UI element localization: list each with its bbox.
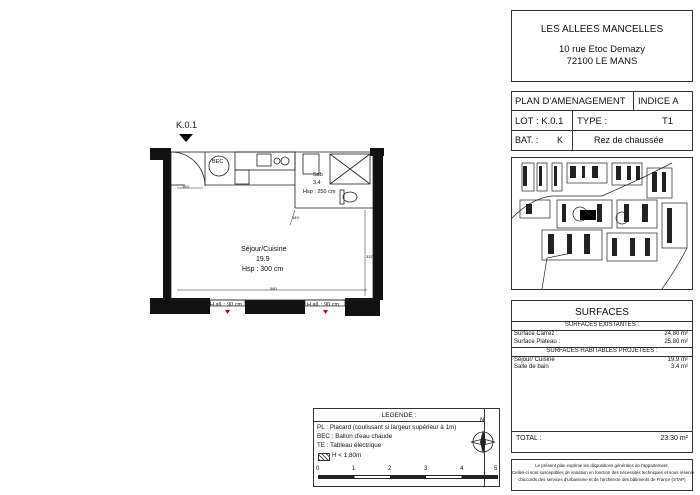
north-label: N xyxy=(480,418,485,424)
dim-bottom: 580 xyxy=(270,286,277,291)
bec-label: BEC xyxy=(212,159,224,165)
plan-index: INDICE A xyxy=(638,96,679,107)
plan-title: PLAN D'AMENAGEMENT xyxy=(515,96,626,107)
scale-5: 5 xyxy=(494,466,498,472)
hatch-swatch xyxy=(318,453,330,461)
sejour-label: Séjour/ Cuisine xyxy=(514,357,555,363)
address-line-2: 72100 LE MANS xyxy=(566,56,638,67)
scale-2: 2 xyxy=(388,466,392,472)
legend-box xyxy=(313,408,500,487)
habitable-title: SURFACES HABITABLES PROJETEES : xyxy=(546,348,658,354)
footer-line-3: d'accords des services d'urbanisme et de l'architecte des bâtiments de France (STAP) xyxy=(518,477,686,482)
surface-plateau-value: 25.80 m² xyxy=(664,339,688,345)
scale-bar xyxy=(318,475,498,479)
legend-bec: BEC : Ballon d'eau chaude xyxy=(317,433,393,440)
lot-marker: K.0.1 xyxy=(176,120,198,130)
surface-carrez-value: 24.80 m² xyxy=(664,331,688,337)
surface-plateau-label: Surface Plateau : xyxy=(514,339,561,345)
north-arrow-icon xyxy=(466,423,500,457)
site-map-box xyxy=(511,157,693,290)
lot-label: LOT : K.0.1 xyxy=(515,116,564,127)
sdb-room-hsp: Hsp : 250 cm xyxy=(303,189,336,195)
sdb-value: 3.4 m² xyxy=(670,364,688,370)
surface-carrez-label: Surface Carrez : xyxy=(514,331,558,337)
legend-pl: PL : Placard (coulissant si largeur supérieur à 1m) xyxy=(317,424,457,431)
legend-hatch: H < 1,80m xyxy=(332,452,362,459)
residence-name: LES ALLEES MANCELLES xyxy=(540,24,664,35)
header-box xyxy=(511,10,693,82)
plan-info-box xyxy=(511,91,693,151)
room-hsp: Hsp : 300 cm xyxy=(242,266,284,273)
scale-1: 1 xyxy=(352,466,356,472)
window-2-label: H.all. : 90 cm xyxy=(307,302,340,308)
footer-line-1: Le présent plan exprime les dispositions générales de l'appartement. xyxy=(535,463,669,468)
footer-line-2: Celles-ci sont susceptibles de variation en fonction des nécessités techniques et sous réserve xyxy=(512,470,695,475)
floorplan-drawing xyxy=(145,130,395,325)
scale-0: 0 xyxy=(316,466,320,472)
surfaces-title: SURFACES xyxy=(575,307,629,318)
legend-title: LEGENDE : xyxy=(381,412,417,419)
bat-label: BAT. : xyxy=(515,135,539,145)
total-label: TOTAL : xyxy=(516,435,542,442)
scale-3: 3 xyxy=(424,466,428,472)
bat-value: K xyxy=(557,135,564,145)
room-area: 19.9 xyxy=(256,256,270,263)
type-value: T1 xyxy=(662,116,674,127)
site-plan-drawing xyxy=(512,158,692,289)
sdb-label: Salle de bain xyxy=(514,364,549,370)
room-name: Séjour/Cuisine xyxy=(241,246,287,253)
address-line-1: 10 rue Etoc Demazy xyxy=(558,44,646,55)
dim-mid: 149 xyxy=(292,215,299,220)
sdb-room-label: Sdb xyxy=(313,172,323,178)
existing-title: SURFACES EXISTANTES : xyxy=(564,322,640,328)
legend-te: TE : Tableau électrique xyxy=(317,442,382,449)
type-label: TYPE : xyxy=(577,116,608,127)
surfaces-box xyxy=(511,300,693,453)
level-label: Rez de chaussée xyxy=(594,135,664,145)
sdb-room-area: 3.4 xyxy=(313,180,321,186)
dim-right: 337 xyxy=(366,254,373,259)
sejour-value: 19.9 m² xyxy=(667,357,688,363)
window-1-label: H.all. : 90 cm xyxy=(210,302,243,308)
scale-4: 4 xyxy=(460,466,464,472)
footer-box xyxy=(511,459,693,491)
total-value: 23.30 m² xyxy=(660,435,688,442)
dim-top: 183 xyxy=(182,184,189,189)
